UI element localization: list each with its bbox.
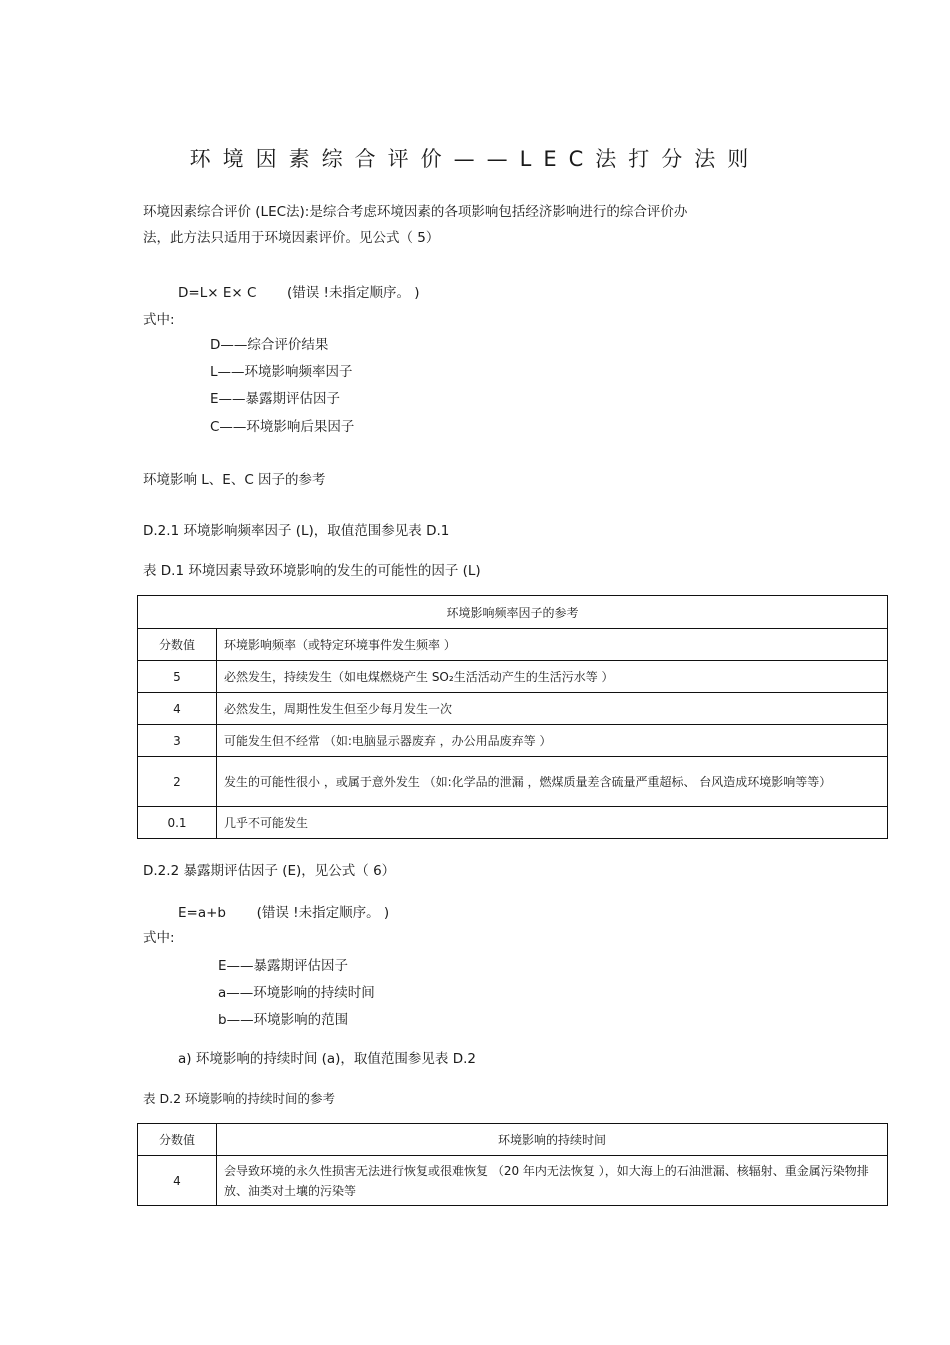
item-a: a) 环境影响的持续时间 (a)，取值范围参见表 D.2 [178,1051,476,1067]
table-d2-col-desc: 环境影响的持续时间 [217,1124,888,1156]
desc-cell: 必然发生，周期性发生但至少每月发生一次 [217,693,888,725]
def-e: E——暴露期评估因子 [210,391,341,407]
table-d1-caption: 表 D.1 环境因素导致环境影响的发生的可能性的因子 (L) [143,563,481,579]
score-cell: 4 [138,1156,217,1206]
formula-2-expr: E=a+b [178,905,226,921]
table-d2 [137,1123,888,1206]
score-cell: 3 [138,725,217,757]
formula-2-note: (错误 !未指定顺序。 ) [256,905,390,921]
desc-cell: 必然发生，持续发生（如电煤燃烧产生 SO₂生活活动产生的生活污水等 ） [217,661,888,693]
page-title: 环境因素综合评价——LEC法打分法则 [189,147,761,171]
desc-cell: 几乎不可能发生 [217,807,888,839]
table-d1-header-row [138,596,888,629]
factor-ref-heading: 环境影响 L、E、C 因子的参考 [143,472,326,488]
table-row [138,757,888,807]
table-d1-col-score: 分数值 [138,629,217,661]
score-cell: 0.1 [138,807,217,839]
formula-1 [178,284,420,302]
score-cell: 2 [138,757,217,807]
table-row [138,693,888,725]
def-a: a——环境影响的持续时间 [218,985,375,1001]
table-row [138,807,888,839]
def-l: L——环境影响频率因子 [210,364,353,380]
table-d1 [137,595,888,839]
table-row [138,661,888,693]
desc-cell: 发生的可能性很小 ，或属于意外发生 （如:化学品的泄漏 ，燃煤质量差含硫量严重超标、 台风造成环境影响等等） [217,757,888,807]
table-row [138,1156,888,1206]
def-e2: E——暴露期评估因子 [218,958,349,974]
def-c: C——环境影响后果因子 [210,419,355,435]
formula-1-expr: D=L× E× C [178,285,257,301]
desc-cell: 可能发生但不经常 （如:电脑显示器废弃 ，办公用品废弃等 ） [217,725,888,757]
table-d1-col-desc: 环境影响频率（或特定环境事件发生频率 ） [217,629,888,661]
def-b: b——环境影响的范围 [218,1012,349,1028]
section-d21-heading: D.2.1 环境影响频率因子 (L)，取值范围参见表 D.1 [143,523,450,539]
table-d1-column-row [138,629,888,661]
score-cell: 4 [138,693,217,725]
desc-cell: 会导致环境的永久性损害无法进行恢复或很难恢复 （20 年内无法恢复 ），如大海上的石油泄漏、核辐射、重金属污染物排放、油类对土壤的污染等 [217,1156,888,1206]
table-d1-header: 环境影响频率因子的参考 [138,596,888,629]
where-label: 式中: [143,312,175,328]
table-row [138,725,888,757]
formula-1-note: (错误 !未指定顺序。 ) [286,285,420,301]
intro-line-2: 法，此方法只适用于环境因素评价。见公式（ 5） [143,230,440,246]
table-d2-column-row [138,1124,888,1156]
def-d: D——综合评价结果 [210,337,329,353]
score-cell: 5 [138,661,217,693]
where-label-2: 式中: [143,930,175,946]
intro-line-1: 环境因素综合评价 (LEC法):是综合考虑环境因素的各项影响包括经济影响进行的综合评价办 [143,204,688,220]
table-d2-col-score: 分数值 [138,1124,217,1156]
table-d2-caption: 表 D.2 环境影响的持续时间的参考 [143,1091,335,1106]
formula-2 [178,904,389,922]
section-d22-heading: D.2.2 暴露期评估因子 (E)，见公式（ 6） [143,863,396,879]
